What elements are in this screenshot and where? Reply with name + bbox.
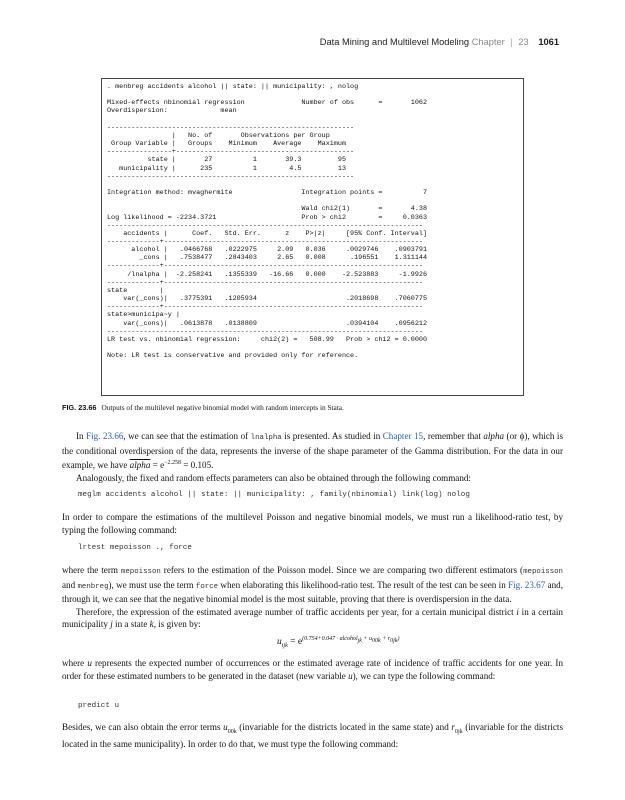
paragraph-1: [62, 430, 563, 484]
math-exp: + r: [380, 636, 391, 642]
stata-line: ----------------+--------------------------------------------: [107, 148, 355, 157]
fig-link[interactable]: Fig. 23.67: [508, 579, 546, 590]
stata-line: state |: [107, 286, 164, 295]
stata-line: Mixed-effects nbinomial regression Number of obs = 1062: [107, 99, 428, 108]
text: , we can see that the estimation of: [123, 431, 251, 441]
text: and: [62, 579, 78, 590]
text: , remember that: [423, 431, 484, 441]
text: where: [62, 658, 88, 668]
chapter-number: 23: [518, 37, 529, 47]
stata-output-text: [102, 79, 523, 360]
equation-u-ijk: [277, 636, 399, 649]
math-alpha: alpha: [483, 431, 505, 441]
math: u: [277, 637, 282, 648]
stata-line: Overdispersion: mean: [107, 107, 237, 116]
inline-code: menbreg: [77, 582, 109, 591]
paragraph-6: [62, 657, 563, 682]
math-exponent: −2.258: [164, 460, 181, 467]
inline-code: lnalpha: [250, 434, 282, 442]
text: In order to compare the estimations of the multilevel Poisson and negative binomial models, we must run a likelihood-ratio test, by typing the following command:: [62, 512, 563, 535]
header-separator: |: [510, 37, 513, 47]
stata-line: . menbreg accidents alcohol || state: || municipality: , nolog: [107, 83, 359, 91]
chapter-label: Chapter: [471, 37, 505, 47]
math-sub: ijk: [281, 643, 288, 650]
text: ), we must use the term: [108, 579, 196, 590]
math-u: u: [223, 722, 228, 732]
math-i: i: [516, 606, 519, 617]
text: Therefore, the expression of the estimated average number of traffic accidents per year, for a certain municipal district: [76, 606, 517, 617]
stata-line: var(_cons)| .3775391 .1205934 .2018698 .7060775: [123, 295, 428, 304]
text: (invariable for the districts located in the same municipality). In order to do that, we must type the following command:: [62, 722, 563, 750]
figure-caption: [62, 403, 344, 412]
text: when elaborating this likelihood-ratio test. The result of the test can be seen in: [218, 579, 509, 590]
stata-line: state | 27 1 39.3 95: [147, 156, 346, 165]
text: In: [76, 431, 87, 441]
math-result: = 0.105.: [181, 460, 214, 471]
paragraph-7: [62, 721, 563, 751]
running-header: [320, 37, 559, 47]
stata-line: Note: LR test is conservative and provided only for reference.: [107, 352, 359, 361]
math-k: k: [149, 619, 154, 630]
stata-line: municipality | 235 1 4.5 13: [119, 164, 346, 173]
stata-line: Integration method: mvaghermite Integration points = 7: [107, 189, 428, 198]
inline-code: force: [195, 582, 219, 591]
stata-line: -------------------------------------------------------------: [107, 123, 355, 132]
math-sub: 0jk: [390, 638, 398, 645]
text: represents the expected number of occurrences or the estimated average rate of incidence of traffic accidents for one year. In order for these estimated numbers to be generated in the dataset (new variable: [62, 658, 563, 681]
command-predict: predict u: [78, 702, 120, 710]
paragraph-2: Analogously, the fixed and random effects parameters can also be obtained through the following command:: [76, 472, 471, 483]
text: in a certain municipality: [62, 606, 563, 630]
command-lrtest: lrtest mepoisson ., force: [78, 544, 192, 552]
stata-output-figure: [101, 78, 524, 396]
math-sub: jk: [357, 638, 362, 645]
stata-line: /lnalpha | -2.258241 .1355339 -16.66 0.000 -2.523883 -1.9926: [127, 270, 428, 279]
stata-line: var(_cons)| .0613878 .0138809 .0394104 .0956212: [123, 319, 428, 328]
stata-line: ------------------------------------------------------------------------------: [107, 221, 423, 230]
figure-label: FIG. 23.66: [62, 403, 97, 412]
book-title: Data Mining and Multilevel Modeling: [319, 37, 470, 47]
math-r: r: [451, 722, 455, 732]
inline-code: mepoisson: [523, 568, 563, 576]
text: , is given by:: [153, 619, 201, 630]
stata-line: alcohol | .0466768 .0222975 2.09 0.036 .0029746 .0903791: [131, 246, 428, 255]
stata-line: -------------+----------------------------------------------------------------: [107, 262, 423, 271]
text: is presented. As studied in: [281, 431, 383, 441]
chapter-link[interactable]: Chapter 15: [382, 431, 424, 441]
stata-line: LR test vs. nbinomial regression: chi2(2) = 508.99 Prob > chi2 = 0.0000: [107, 335, 428, 344]
paragraph-3: [62, 511, 563, 536]
stata-line: Wald chi2(1) = 4.38: [301, 205, 428, 214]
stata-line: -------------+----------------------------------------------------------------: [107, 278, 423, 287]
math-sub: 00k: [227, 728, 237, 735]
text: ), we can type the following command:: [352, 670, 496, 681]
inline-code: mepoisson: [120, 568, 161, 576]
caption-text: Outputs of the multilevel negative binomial model with random intercepts in Stata.: [101, 403, 344, 412]
math-eq: = e: [150, 460, 165, 471]
math-alpha-hat: alpha: [129, 460, 151, 471]
math-exp: (0.754+0.047 · alcohol: [302, 636, 358, 642]
stata-line: _cons | .7538477 .2843403 2.65 0.008 .196551 1.311144: [139, 254, 428, 263]
math-exp: ): [397, 636, 400, 642]
text: Besides, we can also obtain the error terms: [62, 722, 224, 732]
stata-line: ------------------------------------------------------------------------------: [107, 327, 423, 336]
stata-line: | No. of Observations per Group: [171, 131, 330, 140]
math-sub: 00k: [372, 638, 381, 645]
text: where the term: [62, 565, 121, 575]
stata-line: -------------+----------------------------------------------------------------: [107, 237, 423, 246]
math: = e: [287, 637, 303, 648]
stata-line: -------------------------------------------------------------: [107, 172, 355, 181]
stata-line: state>municipa~y |: [107, 311, 180, 320]
math-j: j: [110, 619, 113, 630]
stata-line: accidents | Coef. Std. Err. z P>|z| [95% Conf. Interval]: [123, 229, 428, 238]
command-meglm: meglm accidents alcohol || state: || municipality: , family(nbinomial) link(log) nolog: [78, 491, 470, 499]
fig-link[interactable]: Fig. 23.66: [86, 431, 124, 441]
text: in a state: [112, 619, 150, 630]
text: (invariable for the districts located in the same state) and: [236, 722, 452, 732]
math-u: u: [348, 670, 353, 681]
stata-line: Group Variable | Groups Minimum Average Maximum: [111, 140, 346, 149]
math-sub: 0jk: [454, 728, 463, 735]
stata-line: -------------+----------------------------------------------------------------: [107, 303, 423, 312]
paragraph-4: [62, 564, 563, 631]
text: (or ϕ), which is the conditional overdispersion of the data, represents the inverse of the shape parameter of the Gamma distribution. For the data in our example, we have: [62, 431, 563, 471]
page-number: 1061: [538, 37, 559, 47]
text: refers to the estimation of the Poisson model. Since we are comparing two different estimators (: [160, 565, 524, 575]
text: and, through it, we can see that the negative binomial model is the most suitable, proving that there is overdispersion in the data.: [62, 579, 563, 605]
stata-line: Log likelihood = -2234.3721 Prob > chi2 = 0.0363: [107, 213, 428, 222]
math-u: u: [87, 658, 92, 668]
math-exp: + u: [361, 636, 373, 642]
